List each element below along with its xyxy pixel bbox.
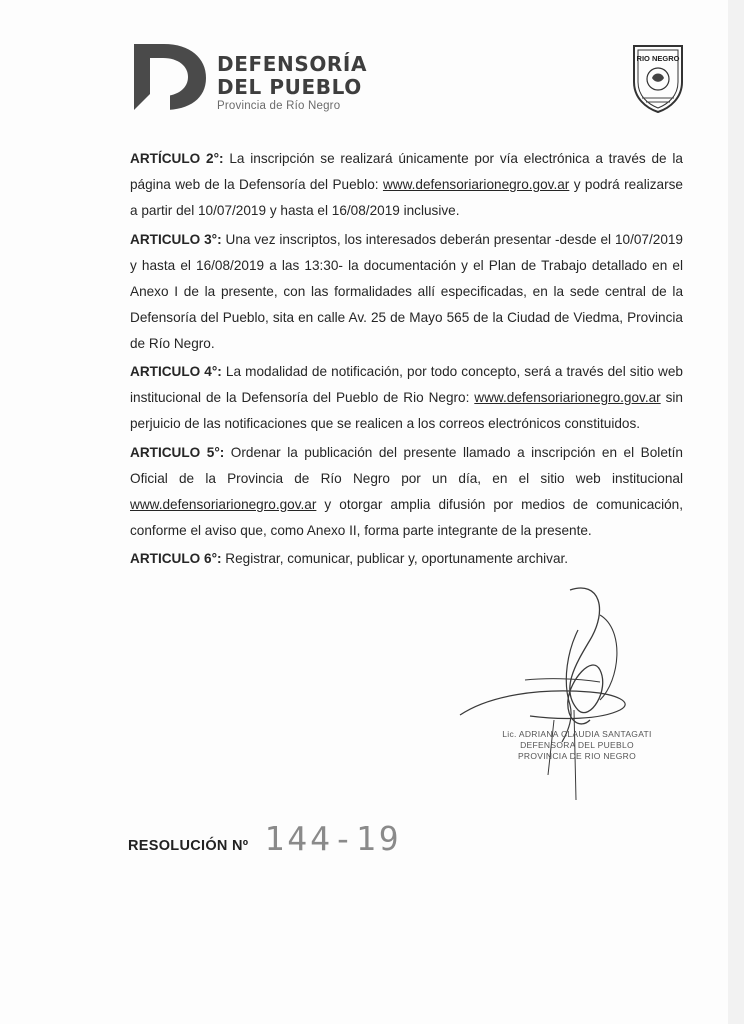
article-label: ARTÍCULO 2°: [130,151,224,166]
article-2 [130,146,683,224]
org-name-line2: DEL PUEBLO [217,75,362,99]
org-name-line1: DEFENSORÍA [217,52,368,76]
org-name [217,53,367,112]
website-link[interactable]: www.defensoriarionegro.gov.ar [130,496,317,512]
stamp-name: Lic. ADRIANA CLAUDIA SANTAGATI [502,729,652,739]
article-text: Registrar, comunicar, publicar y, oportunamente archivar. [221,551,569,567]
stamp-title: DEFENSORA DEL PUEBLO [520,740,634,750]
handwritten-signature [450,570,650,810]
article-text: La inscripción se realizará únicamente por vía electrónica a través de la página web de la Defensoría del Pueblo: [130,151,683,192]
website-link[interactable]: www.defensoriarionegro.gov.ar [474,390,661,406]
article-text: y otorgar amplia difusión por medios de comunicación, conforme el aviso que, como Anexo II, forma parte integrante de la presente. [130,496,683,538]
document-body [130,146,683,575]
page-edge [728,0,744,1024]
article-5 [130,440,683,544]
resolution-number-line [128,819,402,858]
article-text: sin perjuicio de las notificaciones que se realicen a los correos electrónicos constituidos. [130,390,683,432]
org-province: Provincia de Río Negro [217,100,341,112]
resolution-label: RESOLUCIÓN Nº [128,838,249,854]
article-label: ARTICULO 4°: [130,364,222,380]
article-label: ARTICULO 5°: [130,444,225,460]
article-text: y podrá realizarse a partir del 10/07/2019 y hasta el 16/08/2019 inclusive. [130,177,683,218]
article-text: Una vez inscriptos, los interesados deberán presentar -desde el 10/07/2019 y hasta el 16/08/2019 a las 13:30- la documentación y el Plan de Trabajo detallado en el Anexo I de la presente, con las formalidades allí especificadas, en la sede central de la Defensoría del Pueblo, sita en calle Av. 25 de Mayo 565 de la Ciudad de Viedma, Provincia de Río Negro. [130,231,683,351]
province-seal-icon [628,42,688,114]
article-label: ARTICULO 3°: [130,231,222,247]
article-4 [130,359,683,437]
stamp-province: PROVINCIA DE RIO NEGRO [517,751,637,761]
letterhead [130,40,690,120]
resolution-number: 144-19 [264,819,402,858]
defensoria-logo-icon [130,40,210,112]
article-text: La modalidad de notificación, por todo concepto, será a través del sitio web institucional de la Defensoría del Pueblo de Rio Negro: [130,364,683,406]
article-label: ARTICULO 6°: [130,551,222,567]
article-6 [130,546,683,572]
article-3 [130,227,683,357]
website-link[interactable]: www.defensoriarionegro.gov.ar [382,177,570,192]
official-stamp [497,729,657,762]
seal-text: RIO NEGRO [636,54,680,63]
article-text: Ordenar la publicación del presente llamado a inscripción en el Boletín Oficial de la Provincia de Río Negro por un día, en el sitio web institucional [130,444,683,486]
